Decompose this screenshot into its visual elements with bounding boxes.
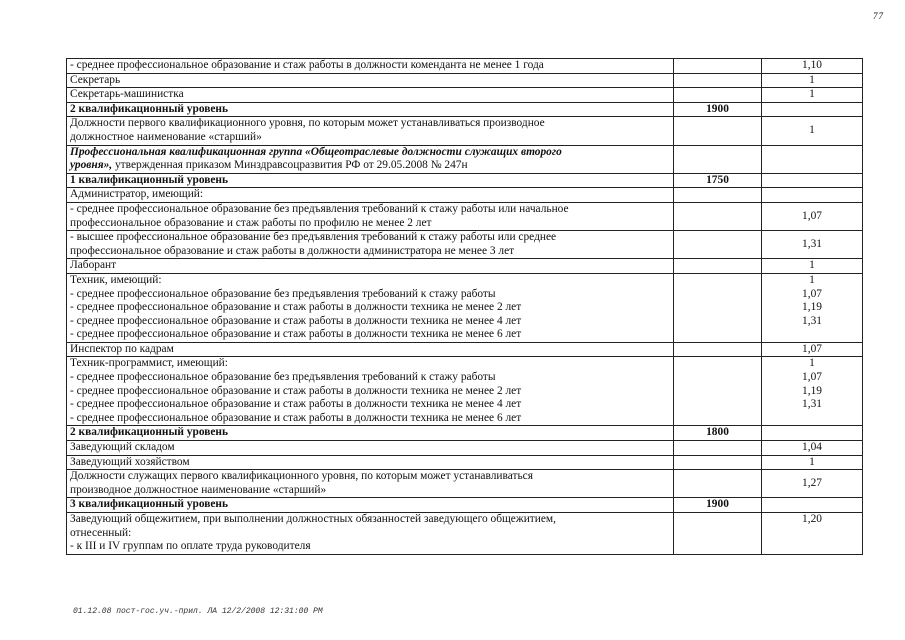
description-line: Должности первого квалификационного уровня, по которым может устанавливаться производное [70,117,545,130]
coefficient-cell [762,202,863,230]
description-line: Инспектор по кадрам [70,342,174,355]
salary-cell [674,357,762,426]
description-line: - среднее профессиональное образование и стаж работы в должности техника не менее 6 лет [70,411,522,424]
description-line: Должности служащих первого квалификационного уровня, по которым может устанавливаться [70,470,533,483]
coefficient-cell [762,498,863,513]
coefficient-value: 1 [809,273,815,286]
group-title-end: уровня», [70,159,113,172]
salary-cell [674,59,762,74]
description-line: - среднее профессиональное образование и стаж работы в должности техника не менее 2 лет [70,384,522,397]
description-cell [67,202,674,230]
salary-cell [674,102,762,117]
qualification-level-row [67,426,863,441]
salary-cell [674,273,762,342]
level-label: 1 квалификационный уровень [70,173,229,186]
table-row [67,357,863,426]
salary-cell [674,117,762,145]
salary-cell [674,188,762,203]
description-cell [67,73,674,88]
salary-cell [674,513,762,555]
table-row [67,117,863,145]
table-row [67,455,863,470]
coefficient-value: 1,31 [802,237,822,250]
description-line: профессиональное образование и стаж работы в должности администратора не менее 3 лет [70,244,515,257]
qualification-level-row [67,102,863,117]
table-row [67,342,863,357]
coefficient-value: 1 [809,124,815,137]
level-label: 3 квалификационный уровень [70,498,229,511]
description-line: профессиональное образование и стаж работы по профилю не менее 2 лет [70,216,432,229]
salary-cell [674,231,762,259]
description-cell [67,470,674,498]
description-line: отнесенный: [70,526,132,539]
description-cell [67,259,674,274]
qualification-level-row [67,498,863,513]
coefficient-cell [762,145,863,173]
description-cell [67,426,674,441]
description-line: - среднее профессиональное образование и стаж работы в должности техника не менее 4 лет [70,398,522,411]
description-line: - среднее профессиональное образование и стаж работы в должности техника не менее 4 лет [70,314,522,327]
group-order-reference: утвержденная приказом Минздравсоцразвития РФ от 29.05.2008 № 247н [112,159,468,172]
salary-cell [674,470,762,498]
coefficient-value: 1,27 [802,477,822,490]
description-cell [67,342,674,357]
description-line: - к III и IV группам по оплате труда руководителя [70,540,311,553]
coefficient-value: 1,10 [802,59,822,71]
description-line: Заведующий складом [70,441,175,454]
salary-cell [674,73,762,88]
table-row [67,470,863,498]
base-salary: 1900 [706,498,729,511]
table-row [67,202,863,230]
coefficient-cell [762,59,863,74]
description-line: должностное наименование «старший» [70,130,262,143]
coefficient-cell [762,259,863,274]
coefficient-value: 1,07 [802,371,822,384]
coefficient-cell [762,357,863,426]
coefficient-value: 1,31 [802,398,822,411]
description-line: - среднее профессиональное образование и стаж работы в должности техника не менее 6 лет [70,328,522,341]
document-footer: 01.12.08 пост-гос.уч.-прил. ЛА 12/2/2008 12:31:00 PM [73,607,323,616]
group-heading-row [67,145,863,173]
coefficient-value: 1 [809,357,815,370]
page-number: 77 [873,11,884,21]
description-line: производное должностное наименование «старший» [70,483,327,496]
coefficient-value: 1,19 [802,301,822,314]
description-line: Секретарь [70,73,121,86]
description-cell [67,455,674,470]
salary-cell [674,441,762,456]
table-row [67,441,863,456]
table-row [67,88,863,103]
coefficient-cell [762,273,863,342]
coefficient-cell [762,173,863,188]
description-cell [67,59,674,74]
coefficient-cell [762,513,863,555]
description-cell [67,117,674,145]
coefficient-value: 1 [809,455,815,468]
base-salary: 1800 [706,426,729,439]
description-line: - среднее профессиональное образование и стаж работы в должности техника не менее 2 лет [70,301,522,314]
description-cell [67,145,674,173]
salary-cell [674,342,762,357]
salary-cell [674,498,762,513]
level-label: 2 квалификационный уровень [70,102,229,115]
description-cell [67,188,674,203]
coefficient-cell [762,470,863,498]
salary-cell [674,173,762,188]
coefficient-cell [762,88,863,103]
description-cell [67,498,674,513]
coefficient-cell [762,441,863,456]
description-cell [67,273,674,342]
description-line: Администратор, имеющий: [70,188,204,201]
description-line: - среднее профессиональное образование и стаж работы в должности коменданта не менее 1 года [70,59,544,71]
description-cell [67,102,674,117]
group-title-line: Профессиональная квалификационная группа «Общеотраслевые должности служащих второго [70,145,562,158]
description-cell [67,231,674,259]
description-line: Заведующий общежитием, при выполнении должностных обязанностей заведующего общежитием, [70,513,556,525]
description-line: Заведующий хозяйством [70,455,190,468]
table-row [67,73,863,88]
base-salary: 1900 [706,102,729,115]
coefficient-value: 1,31 [802,314,822,327]
description-cell [67,441,674,456]
table-row [67,273,863,342]
salary-cell [674,88,762,103]
coefficient-cell [762,231,863,259]
table-row [67,59,863,74]
description-line: - среднее профессиональное образование без предъявления требований к стажу работы или начальное [70,202,569,215]
coefficient-cell [762,117,863,145]
coefficient-cell [762,342,863,357]
base-salary: 1750 [706,173,729,186]
coefficient-cell [762,73,863,88]
salary-cell [674,426,762,441]
description-cell [67,357,674,426]
salary-cell [674,455,762,470]
coefficient-value: 1,19 [802,384,822,397]
coefficient-value: 1,07 [802,209,822,222]
description-line: - высшее профессиональное образование без предъявления требований к стажу работы или среднее [70,231,557,244]
table-row [67,188,863,203]
level-label: 2 квалификационный уровень [70,426,229,439]
coefficient-value: 1,07 [802,287,822,300]
table-row [67,513,863,555]
description-cell [67,513,674,555]
description-line: Техник-программист, имеющий: [70,357,228,370]
description-line: Лаборант [70,259,117,272]
coefficient-value: 1 [809,73,815,86]
table-row [67,231,863,259]
description-cell [67,88,674,103]
table-row [67,259,863,274]
coefficient-cell [762,102,863,117]
salary-cell [674,202,762,230]
coefficient-cell [762,455,863,470]
qualification-level-row [67,173,863,188]
description-line: - среднее профессиональное образование без предъявления требований к стажу работы [70,287,496,300]
salary-coefficient-table [66,58,863,555]
salary-cell [674,145,762,173]
description-line: - среднее профессиональное образование без предъявления требований к стажу работы [70,371,496,384]
salary-cell [674,259,762,274]
description-cell [67,173,674,188]
description-line: Секретарь-машинистка [70,88,184,101]
coefficient-value: 1 [809,88,815,101]
coefficient-value: 1,20 [802,513,822,525]
coefficient-value: 1,04 [802,441,822,454]
coefficient-cell [762,426,863,441]
description-line: Техник, имеющий: [70,273,162,286]
coefficient-value: 1 [809,259,815,272]
coefficient-cell [762,188,863,203]
coefficient-value: 1,07 [802,342,822,355]
